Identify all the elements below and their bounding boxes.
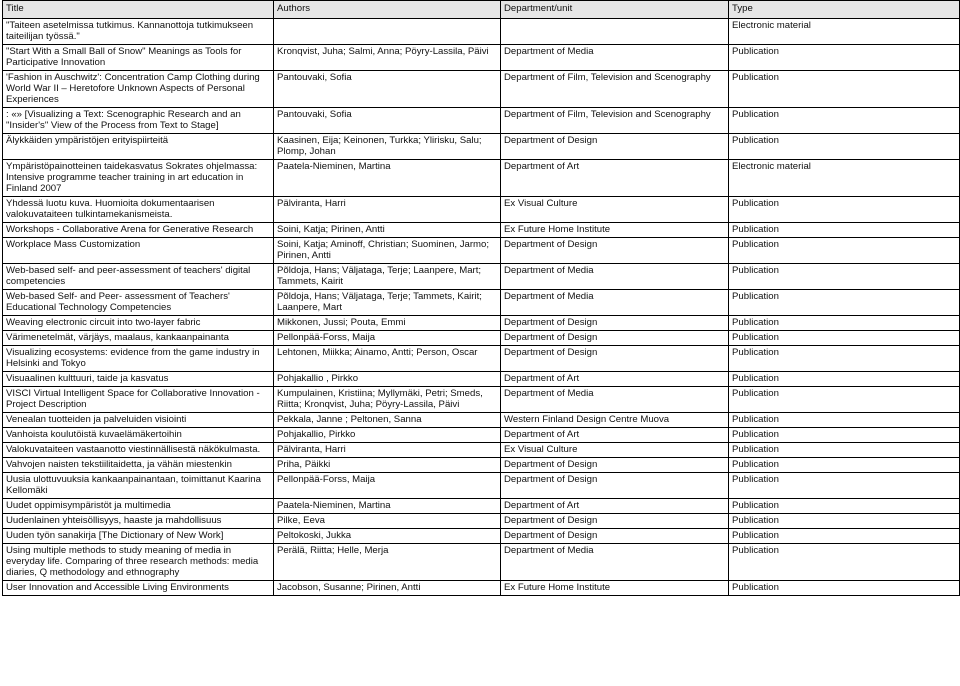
table-row bbox=[3, 197, 960, 223]
cell-department: Department of Design bbox=[501, 316, 729, 331]
table-row bbox=[3, 223, 960, 238]
cell-type: Publication bbox=[729, 387, 960, 413]
table-row bbox=[3, 544, 960, 581]
cell-department: Ex Visual Culture bbox=[501, 443, 729, 458]
cell-authors: Põldoja, Hans; Väljataga, Terje; Tammets, Kairit; Laanpere, Mart bbox=[274, 290, 501, 316]
table-row bbox=[3, 458, 960, 473]
table-row bbox=[3, 372, 960, 387]
cell-title: Uusia ulottuvuuksia kankaanpainantaan, toimittanut Kaarina Kellomäki bbox=[3, 473, 274, 499]
cell-title: Venealan tuotteiden ja palveluiden visiointi bbox=[3, 413, 274, 428]
cell-department bbox=[501, 19, 729, 45]
cell-title: Ympäristöpainotteinen taidekasvatus Sokrates ohjelmassa: Intensive programme teacher training in art education in Finland 2007 bbox=[3, 160, 274, 197]
cell-authors: Pellonpää-Forss, Maija bbox=[274, 473, 501, 499]
cell-type: Publication bbox=[729, 223, 960, 238]
cell-type: Publication bbox=[729, 316, 960, 331]
cell-authors: Pälviranta, Harri bbox=[274, 197, 501, 223]
cell-authors: Põldoja, Hans; Väljataga, Terje; Laanpere, Mart; Tammets, Kairit bbox=[274, 264, 501, 290]
cell-department: Department of Film, Television and Scenography bbox=[501, 71, 729, 108]
cell-title: Web-based Self- and Peer- assessment of Teachers' Educational Technology Competencies bbox=[3, 290, 274, 316]
cell-type: Publication bbox=[729, 544, 960, 581]
cell-type: Publication bbox=[729, 346, 960, 372]
table-row bbox=[3, 346, 960, 372]
cell-department: Department of Design bbox=[501, 238, 729, 264]
table-row bbox=[3, 529, 960, 544]
cell-title: : «» [Visualizing a Text: Scenographic Research and an "Insider's" View of the Process from Text to Stage] bbox=[3, 108, 274, 134]
cell-department: Ex Future Home Institute bbox=[501, 581, 729, 596]
cell-title: Uudet oppimisympäristöt ja multimedia bbox=[3, 499, 274, 514]
cell-department: Department of Art bbox=[501, 428, 729, 443]
cell-authors: Pellonpää-Forss, Maija bbox=[274, 331, 501, 346]
cell-authors: Soini, Katja; Aminoff, Christian; Suominen, Jarmo; Pirinen, Antti bbox=[274, 238, 501, 264]
cell-authors: Lehtonen, Miikka; Ainamo, Antti; Person, Oscar bbox=[274, 346, 501, 372]
cell-type: Publication bbox=[729, 71, 960, 108]
cell-type: Publication bbox=[729, 108, 960, 134]
table-row bbox=[3, 290, 960, 316]
cell-authors: Pohjakallio , Pirkko bbox=[274, 372, 501, 387]
cell-department: Department of Design bbox=[501, 514, 729, 529]
cell-authors: Peltokoski, Jukka bbox=[274, 529, 501, 544]
cell-title: Workplace Mass Customization bbox=[3, 238, 274, 264]
cell-type: Electronic material bbox=[729, 19, 960, 45]
cell-title: Uudenlainen yhteisöllisyys, haaste ja mahdollisuus bbox=[3, 514, 274, 529]
cell-department: Department of Design bbox=[501, 529, 729, 544]
header-type: Type bbox=[729, 1, 960, 19]
cell-title: Uuden työn sanakirja [The Dictionary of New Work] bbox=[3, 529, 274, 544]
cell-type: Publication bbox=[729, 581, 960, 596]
cell-department: Department of Film, Television and Scenography bbox=[501, 108, 729, 134]
cell-authors: Paatela-Nieminen, Martina bbox=[274, 499, 501, 514]
cell-authors: Jacobson, Susanne; Pirinen, Antti bbox=[274, 581, 501, 596]
cell-type: Publication bbox=[729, 473, 960, 499]
cell-type: Publication bbox=[729, 134, 960, 160]
table-row bbox=[3, 134, 960, 160]
table-row bbox=[3, 264, 960, 290]
cell-title: Using multiple methods to study meaning of media in everyday life. Comparing of three research methods: media diaries, Q methodology and ethnography bbox=[3, 544, 274, 581]
cell-title: 'Fashion in Auschwitz': Concentration Camp Clothing during World War II – Heretofore Unknown Aspects of Personal Experiences bbox=[3, 71, 274, 108]
table-row bbox=[3, 316, 960, 331]
cell-authors: Mikkonen, Jussi; Pouta, Emmi bbox=[274, 316, 501, 331]
table-row bbox=[3, 238, 960, 264]
cell-authors: Pohjakallio, Pirkko bbox=[274, 428, 501, 443]
cell-authors bbox=[274, 19, 501, 45]
cell-type: Publication bbox=[729, 331, 960, 346]
table-row bbox=[3, 331, 960, 346]
cell-title: Weaving electronic circuit into two-layer fabric bbox=[3, 316, 274, 331]
cell-department: Department of Media bbox=[501, 264, 729, 290]
cell-department: Department of Art bbox=[501, 499, 729, 514]
cell-type: Publication bbox=[729, 290, 960, 316]
table-row bbox=[3, 45, 960, 71]
cell-department: Department of Art bbox=[501, 160, 729, 197]
cell-department: Department of Media bbox=[501, 387, 729, 413]
cell-type: Publication bbox=[729, 264, 960, 290]
cell-type: Publication bbox=[729, 238, 960, 264]
cell-type: Publication bbox=[729, 499, 960, 514]
cell-type: Publication bbox=[729, 45, 960, 71]
cell-title: "Taiteen asetelmissa tutkimus. Kannanottoja tutkimukseen taiteilijan työssä." bbox=[3, 19, 274, 45]
table-row bbox=[3, 499, 960, 514]
cell-title: Visuaalinen kulttuuri, taide ja kasvatus bbox=[3, 372, 274, 387]
cell-authors: Kaasinen, Eija; Keinonen, Turkka; Ylirisku, Salu; Plomp, Johan bbox=[274, 134, 501, 160]
cell-title: Web-based self- and peer-assessment of teachers' digital competencies bbox=[3, 264, 274, 290]
table-row bbox=[3, 413, 960, 428]
cell-title: User Innovation and Accessible Living Environments bbox=[3, 581, 274, 596]
table-row bbox=[3, 428, 960, 443]
cell-type: Electronic material bbox=[729, 160, 960, 197]
cell-authors: Perälä, Riitta; Helle, Merja bbox=[274, 544, 501, 581]
header-department: Department/unit bbox=[501, 1, 729, 19]
table-row bbox=[3, 71, 960, 108]
cell-title: Vanhoista koulutöistä kuvaelämäkertoihin bbox=[3, 428, 274, 443]
cell-department: Department of Design bbox=[501, 134, 729, 160]
cell-authors: Kumpulainen, Kristiina; Myllymäki, Petri; Smeds, Riitta; Kronqvist, Juha; Pöyry-Lassila, Päivi bbox=[274, 387, 501, 413]
cell-type: Publication bbox=[729, 197, 960, 223]
cell-department: Ex Visual Culture bbox=[501, 197, 729, 223]
header-authors: Authors bbox=[274, 1, 501, 19]
cell-type: Publication bbox=[729, 413, 960, 428]
table-row bbox=[3, 108, 960, 134]
cell-department: Department of Design bbox=[501, 331, 729, 346]
table-row bbox=[3, 581, 960, 596]
table-row bbox=[3, 160, 960, 197]
cell-type: Publication bbox=[729, 372, 960, 387]
cell-authors: Pantouvaki, Sofia bbox=[274, 108, 501, 134]
cell-department: Department of Art bbox=[501, 372, 729, 387]
publications-table bbox=[2, 0, 960, 596]
table-row bbox=[3, 387, 960, 413]
cell-title: VISCI Virtual Intelligent Space for Collaborative Innovation - Project Description bbox=[3, 387, 274, 413]
cell-department: Department of Media bbox=[501, 45, 729, 71]
cell-department: Department of Media bbox=[501, 290, 729, 316]
cell-type: Publication bbox=[729, 428, 960, 443]
cell-authors: Priha, Päikki bbox=[274, 458, 501, 473]
table-row bbox=[3, 473, 960, 499]
cell-title: Vahvojen naisten tekstiilitaidetta, ja vähän miestenkin bbox=[3, 458, 274, 473]
cell-department: Western Finland Design Centre Muova bbox=[501, 413, 729, 428]
table-row bbox=[3, 443, 960, 458]
cell-authors: Pilke, Eeva bbox=[274, 514, 501, 529]
cell-title: Värimenetelmät, värjäys, maalaus, kankaanpainanta bbox=[3, 331, 274, 346]
cell-department: Department of Design bbox=[501, 346, 729, 372]
table-row bbox=[3, 514, 960, 529]
cell-department: Ex Future Home Institute bbox=[501, 223, 729, 238]
header-title: Title bbox=[3, 1, 274, 19]
cell-type: Publication bbox=[729, 443, 960, 458]
cell-authors: Pekkala, Janne ; Peltonen, Sanna bbox=[274, 413, 501, 428]
cell-department: Department of Design bbox=[501, 473, 729, 499]
cell-authors: Soini, Katja; Pirinen, Antti bbox=[274, 223, 501, 238]
cell-department: Department of Media bbox=[501, 544, 729, 581]
cell-authors: Pälviranta, Harri bbox=[274, 443, 501, 458]
cell-title: Älykkäiden ympäristöjen erityispiirteitä bbox=[3, 134, 274, 160]
table-body bbox=[3, 19, 960, 596]
cell-title: Yhdessä luotu kuva. Huomioita dokumentaarisen valokuvataiteen tulkintamekanismeista. bbox=[3, 197, 274, 223]
cell-title: Valokuvataiteen vastaanotto viestinnällisestä näkökulmasta. bbox=[3, 443, 274, 458]
cell-authors: Paatela-Nieminen, Martina bbox=[274, 160, 501, 197]
cell-title: "Start With a Small Ball of Snow" Meanings as Tools for Participative Innovation bbox=[3, 45, 274, 71]
cell-title: Workshops - Collaborative Arena for Generative Research bbox=[3, 223, 274, 238]
cell-authors: Pantouvaki, Sofia bbox=[274, 71, 501, 108]
cell-department: Department of Design bbox=[501, 458, 729, 473]
cell-authors: Kronqvist, Juha; Salmi, Anna; Pöyry-Lassila, Päivi bbox=[274, 45, 501, 71]
cell-type: Publication bbox=[729, 458, 960, 473]
cell-title: Visualizing ecosystems: evidence from the game industry in Helsinki and Tokyo bbox=[3, 346, 274, 372]
table-header-row bbox=[3, 1, 960, 19]
cell-type: Publication bbox=[729, 529, 960, 544]
cell-type: Publication bbox=[729, 514, 960, 529]
table-row bbox=[3, 19, 960, 45]
